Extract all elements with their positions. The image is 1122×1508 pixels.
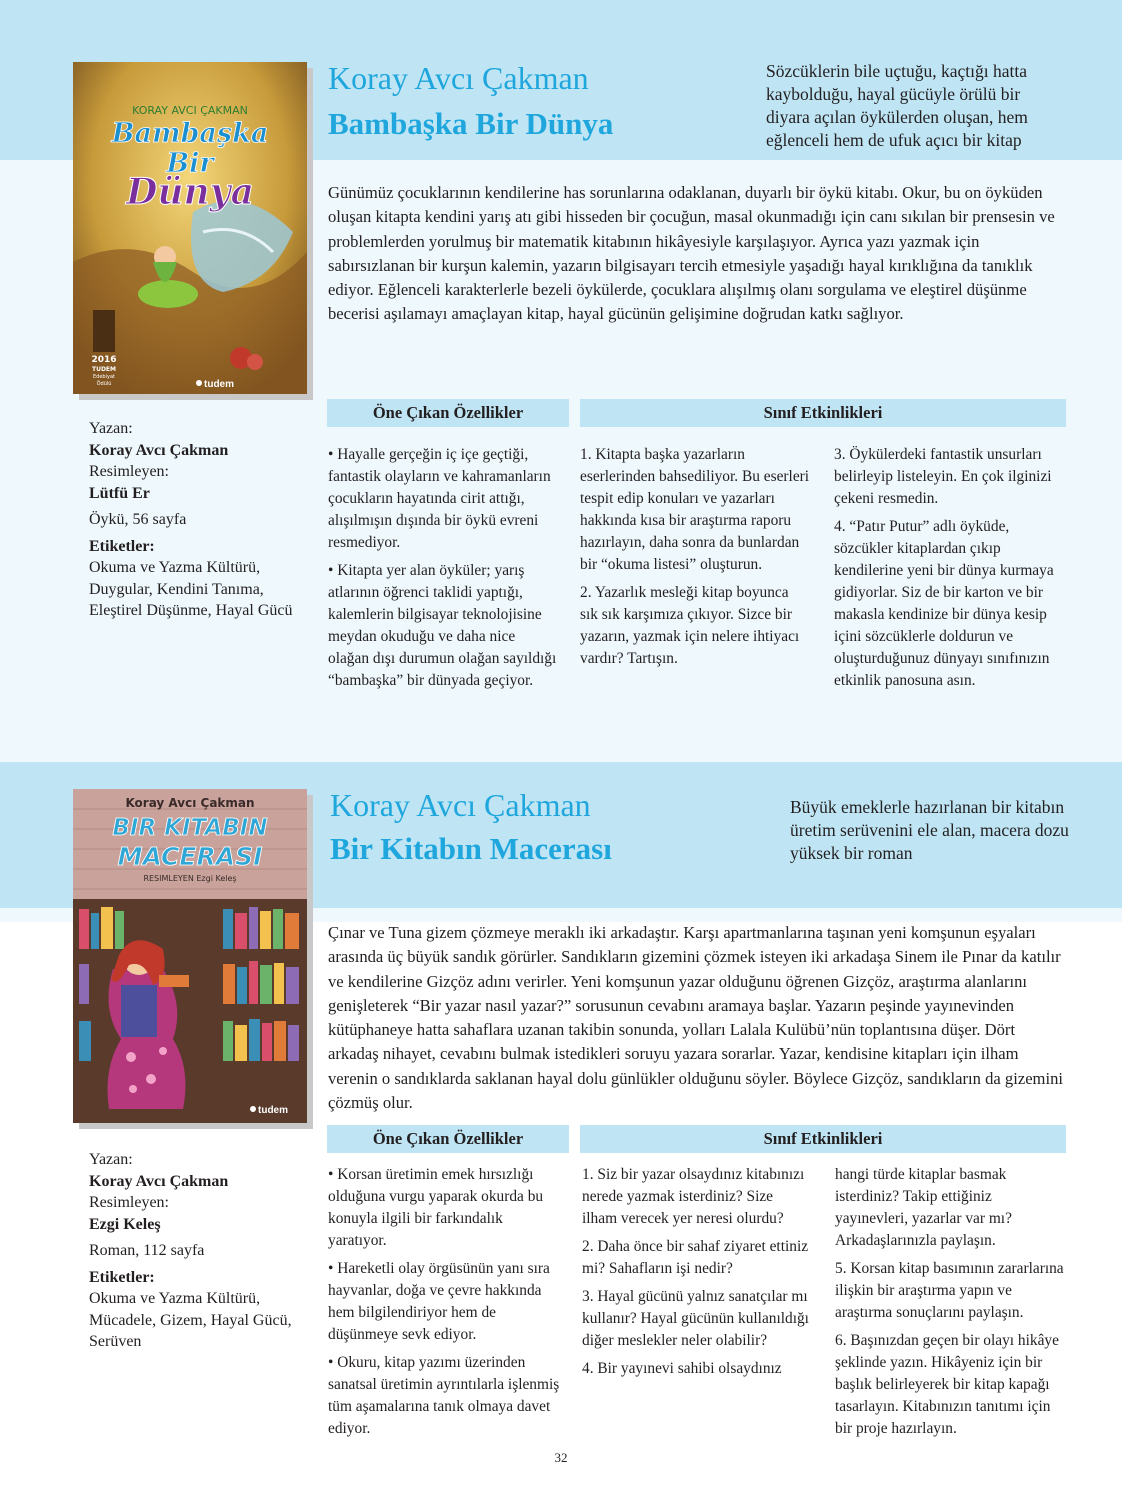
book2-title-heading: Bir Kitabın Macerası	[330, 831, 612, 866]
book1-cover-publisher: tudem	[204, 379, 234, 390]
book2-activities-col2	[835, 1164, 1065, 1446]
book1-tags-label: Etiketler:	[89, 537, 155, 555]
activity-item: 2. Yazarlık mesleği kitap boyunca sık sık karşımıza çıkıyor. Sizce bir yazarın, yazmak için nelere ihtiyacı vardır? Tartışın.	[580, 584, 800, 667]
book2-cover	[73, 789, 307, 1123]
book1-activities-header: Sınıf Etkinlikleri	[580, 399, 1066, 427]
activity-item: 1. Siz bir yazar olsaydınız kitabınızı nerede yazmak isterdiniz? Size ilham verecek yer neresi olurdu?	[582, 1166, 805, 1227]
feature-item: • Okuru, kitap yazımı üzerinden sanatsal üretimin ayrıntılarla işlenmiş tüm aşamalarına tanık olmaya davet ediyor.	[328, 1354, 560, 1437]
activity-item: 5. Korsan kitap basımının zararlarına ilişkin bir araştırma yapın ve araştırma sonuçlarını paylaşın.	[835, 1260, 1064, 1321]
book2-cover-title-1: BIR KITABIN	[112, 815, 268, 841]
book1-cover-award-1: TUDEM	[91, 366, 117, 373]
book2-cover-title-2: MACERASI	[117, 842, 263, 871]
activity-item: 3. Hayal gücünü yalnız sanatçılar mı kullanır? Hayal gücünün kullanıldığı diğer meslekler neler olabilir?	[582, 1288, 809, 1349]
book1-cover-title-2: Bir	[166, 148, 214, 179]
book1-author-heading: Koray Avcı Çakman	[328, 60, 589, 96]
book1-cover-award-year: 2016	[91, 355, 117, 365]
book1-author-label: Yazan:	[89, 420, 133, 437]
activity-number: 4.	[834, 518, 850, 535]
book1-cover	[73, 62, 307, 394]
book2-activities-col1	[582, 1164, 810, 1386]
book1-cover-title-3: Dünya	[126, 171, 254, 213]
book2-illustrator-label: Resimleyen:	[89, 1194, 169, 1211]
activity-item	[834, 516, 1066, 692]
book1-author-value: Koray Avcı Çakman	[89, 441, 229, 459]
book2-tagline: Büyük emeklerle hazırlanan bir kitabın üretim serüvenini ele alan, macera dozu yüksek bir roman	[790, 797, 1069, 863]
book1-cover-award-3: Ödülü	[96, 381, 112, 387]
book1-format: Öykü, 56 sayfa	[89, 511, 187, 528]
book2-author-heading: Koray Avcı Çakman	[330, 787, 591, 823]
book2-description: Çınar ve Tuna gizem çözmeye meraklı iki arkadaştır. Karşı apartmanlarına taşınan yeni komşunun eşyaları arasında üç büyük sandık görürler. Sandıkların gizemini çözmek isteyen iki arkadaşa Sinem ile Pınar da katılır ve kendilerine Gizçöz adını verirler. Yeni komşunun yazar olduğunu öğrenen Gizçöz, araştırma alanlarını genişleterek “Bir yazar nasıl yazar?” sorusunun cevabını aramaya başlar. Yazarın peşinde yayınevinden kütüphaneye hatta sahaflara uzanan takibin sonunda, yolları Lalala Kulübü’nün toplantısına düşer. Dört arkadaş nihayet, cevabını bulmak istedikleri soruyu yazara sorarlar. Yazar, kendisine kitapları için ilham verenin o sandıklarda saklanan hayal dolu günlükler olduğunu söyler. Böylece Gizçöz, sandıkların da gizemini çözmüş olur.	[328, 923, 1063, 1113]
book2-cover-publisher: tudem	[258, 1105, 288, 1116]
book1-features-header: Öne Çıkan Özellikler	[327, 399, 569, 427]
activity-item: hangi türde kitaplar basmak isterdiniz? Takip ettiğiniz yayınevleri, yazarlar var mı? Arkadaşlarınızla paylaşın.	[835, 1166, 1012, 1249]
book2-illustrator-value: Ezgi Keleş	[89, 1215, 161, 1233]
book2-tags: Okuma ve Yazma Kültürü, Mücadele, Gizem, Hayal Gücü, Serüven	[89, 1290, 292, 1350]
book1-title-heading: Bambaşka Bir Dünya	[328, 106, 614, 141]
book1-cover-award-2: Edebiyat	[93, 374, 115, 380]
activity-item: 3. Öykülerdeki fantastik unsurları belirleyip listeleyin. En çok ilginizi çekeni resmedin.	[834, 446, 1052, 507]
feature-item: • Hareketli olay örgüsünün yanı sıra hayvanlar, doğa ve çevre hakkında hem bilgilendiriyor hem de düşünmeye sevk ediyor.	[328, 1260, 550, 1343]
book1-activities-col1	[580, 444, 810, 676]
activity-item: 1. Kitapta başka yazarların eserlerinden bahsediliyor. Bu eserleri tespit edip konuları ve yazarları hakkında kısa bir araştırma raporu hazırlayın, daha sonra da bunlardan bir “okuma listesi” oluşturun.	[580, 446, 810, 573]
activity-item: 6. Başınızdan geçen bir olayı hikâye şeklinde yazın. Hikâyeniz için bir başlık belirleyerek bir kitap kapağı tasarlayın. Kitabınızın tanıtımı için bir proje hazırlayın.	[835, 1332, 1059, 1437]
book1-meta	[89, 418, 299, 622]
activity-text: “Patır Putur” adlı öyküde, sözcükler kitaplardan çıkıp kendilerine yeni bir dünya kurmaya gidiyorlar. Siz de bir karton ve bir makasla kendinize bir dünya kesip içini sözcüklerle doldurun ve oluşturduğunuz dünyayı sınıfınızın etkinlik panosuna asın.	[834, 518, 1054, 689]
book1-features	[328, 444, 558, 698]
book1-cover-title-1: Bambaşka	[111, 118, 269, 149]
book1-tags: Okuma ve Yazma Kültürü, Duygular, Kendini Tanıma, Eleştirel Düşünme, Hayal Gücü	[89, 559, 293, 619]
book1-tagline: Sözcüklerin bile uçtuğu, kaçtığı hatta kaybolduğu, hayal gücüyle örülü bir diyara açılan öykülerden oluşan, hem eğlenceli hem de ufuk açıcı bir kitap	[766, 61, 1028, 150]
book2-features-header: Öne Çıkan Özellikler	[327, 1125, 569, 1153]
activity-item: 2. Daha önce bir sahaf ziyaret ettiniz mi? Sahafların işi nedir?	[582, 1238, 809, 1277]
book2-features	[328, 1164, 560, 1446]
activity-item: 4. Bir yayınevi sahibi olsaydınız	[582, 1360, 782, 1377]
book2-cover-author: Koray Avcı Çakman	[125, 796, 255, 810]
book2-meta	[89, 1149, 299, 1353]
book2-author-value: Koray Avcı Çakman	[89, 1172, 229, 1190]
book2-tags-label: Etiketler:	[89, 1268, 155, 1286]
book1-cover-author: KORAY AVCI ÇAKMAN	[132, 104, 248, 117]
book2-activities-header: Sınıf Etkinlikleri	[580, 1125, 1066, 1153]
book2-format: Roman, 112 sayfa	[89, 1242, 205, 1259]
book2-cover-illustrator: RESIMLEYEN Ezgi Keleş	[143, 874, 237, 883]
book1-illustrator-value: Lütfü Er	[89, 484, 150, 502]
feature-item: • Hayalle gerçeğin iç içe geçtiği, fantastik olayların ve kahramanların çocukların hayatında cirit attığı, alışılmışın dışında bir öykü evreni resmediyor.	[328, 446, 551, 551]
book2-author-label: Yazan:	[89, 1151, 133, 1168]
book1-description: Günümüz çocuklarının kendilerine has sorunlarına odaklanan, duyarlı bir öykü kitabı. Okur, bu on öyküden oluşan kitapta kendini yarış atı gibi hisseden bir çocuğun, masal okunmadığı için canı sıkılan bir prensesin ve problemlerden yorulmuş bir matematik kitabının hikâyesiyle karşılaşıyor. Ayrıca yazı yazmak için sabırsızlanan bir kurşun kalemin, yazarın bilgisayarı tercih etmesiyle yaşadığı hayal kırıklığına da tanıklık ediyor. Eğlenceli karakterlerle bezeli öykülerde, çocuklara alışılmış olanı sorgulama ve eleştirel düşünme becerisi aşılamayı amaçlayan kitap, hayal gücünün gelişimine doğrudan katkı sağlıyor.	[328, 183, 1055, 324]
feature-item: • Korsan üretimin emek hırsızlığı olduğuna vurgu yaparak okurda bu konuyla ilgili bir farkındalık yaratıyor.	[328, 1166, 544, 1249]
book1-illustrator-label: Resimleyen:	[89, 463, 169, 480]
book1-activities-col2	[834, 444, 1066, 698]
feature-item: • Kitapta yer alan öyküler; yarış atlarının öğrenci taklidi yaptığı, kalemlerin bilgisayar teknolojisine meydan okuduğu ve daha nice olağan dışı durumun olağan sayıldığı “bambaşka” bir dünyada geçiyor.	[328, 562, 557, 689]
page-number: 32	[554, 1450, 568, 1465]
